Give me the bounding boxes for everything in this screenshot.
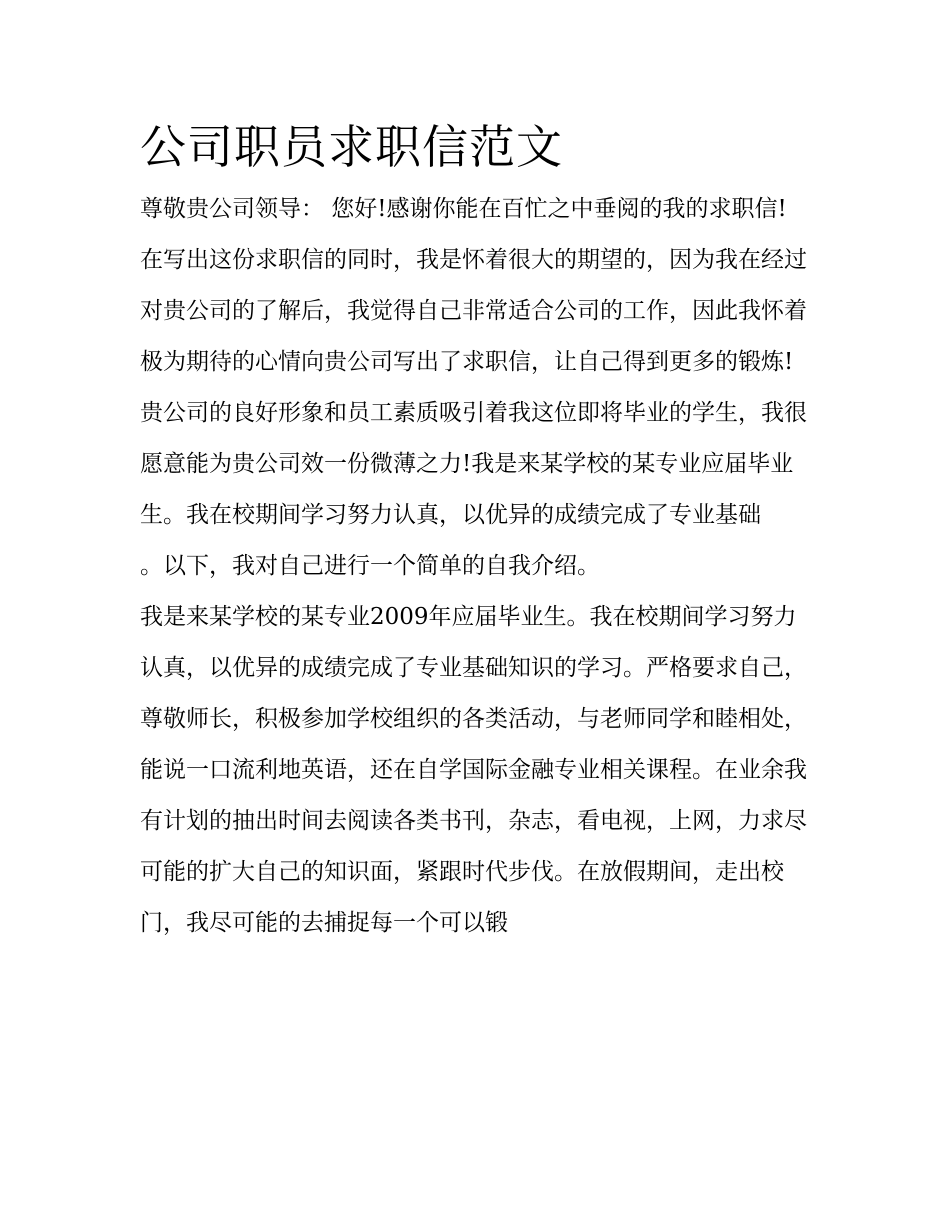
paragraph-self-introduction: 我是来某学校的某专业2009年应届毕业生。我在校期间学习努力认真，以优异的成绩完成了专业基础知识的学习。严格要求自己，尊敬师长，积极参加学校组织的各类活动，与老师同学和睦相处，能说一口流利地英语，还在自学国际金融专业相关课程。在业余我有计划的抽出时间去阅读各类书刊，杂志，看电视，上网，力求尽可能的扩大自己的知识面，紧跟时代步伐。在放假期间，走出校门，我尽可能的去捕捉每一个可以锻 — [140, 604, 807, 936]
paragraph-intro: 在写出这份求职信的同时，我是怀着很大的期望的，因为我在经过对贵公司的了解后，我觉得自己非常适合公司的工作，因此我怀着极为期待的心情向贵公司写出了求职信，让自己得到更多的锻炼! — [140, 247, 807, 375]
paragraph-salutation: 尊敬贵公司领导： 您好!感谢你能在百忙之中垂阅的我的求职信! — [140, 196, 787, 222]
document-title: 公司职员求职信范文 — [140, 120, 563, 174]
paragraph-transition: 。以下，我对自己进行一个简单的自我介绍。 — [140, 553, 600, 579]
paragraph-company-appeal: 贵公司的良好形象和员工素质吸引着我这位即将毕业的学生，我很愿意能为贵公司效一份微薄之力!我是来某学校的某专业应届毕业生。我在校期间学习努力认真，以优异的成绩完成了专业基础 — [140, 400, 807, 528]
document-page — [140, 112, 812, 949]
